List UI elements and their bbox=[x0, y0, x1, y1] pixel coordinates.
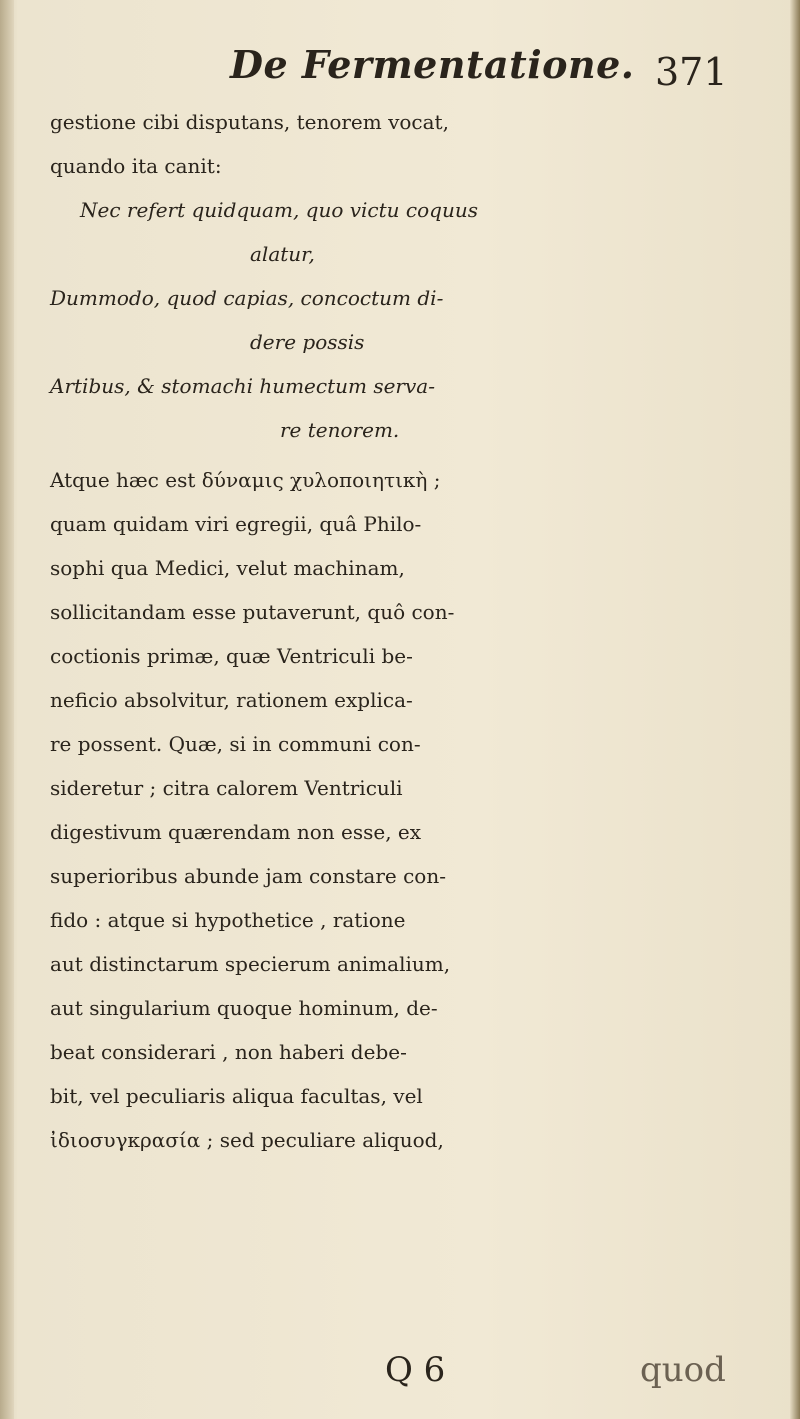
text-line: beat considerari , non haberi debe- bbox=[50, 1040, 407, 1064]
verse-line: re tenorem. bbox=[280, 418, 400, 442]
text-line: superioribus abunde jam constare con- bbox=[50, 864, 446, 888]
verse-line: Artibus, & stomachi humectum serva- bbox=[50, 374, 435, 398]
page-number: 371 bbox=[655, 50, 728, 94]
text-line: bit, vel peculiaris aliqua facultas, vel bbox=[50, 1084, 423, 1108]
text-line: ἰδιοσυγκρασία ; sed peculiare aliquod, bbox=[50, 1128, 444, 1152]
signature-mark: Q 6 bbox=[385, 1350, 446, 1390]
main-paragraph bbox=[50, 458, 790, 1162]
verse-quotation bbox=[50, 188, 790, 452]
text-line: coctionis primæ, quæ Ventriculi be- bbox=[50, 644, 413, 668]
text-line: digestivum quærendam non esse, ex bbox=[50, 820, 422, 844]
running-title: De Fermentatione. bbox=[230, 42, 635, 87]
text-line: re possent. Quæ, si in communi con- bbox=[50, 732, 421, 756]
text-line: sophi qua Medici, velut machinam, bbox=[50, 556, 405, 580]
page-header bbox=[0, 40, 800, 100]
page-gutter bbox=[0, 0, 14, 1419]
page-edge bbox=[790, 0, 800, 1419]
verse-line: alatur, bbox=[250, 242, 315, 266]
text-line: gestione cibi disputans, tenorem vocat, bbox=[50, 110, 449, 134]
text-line: Atque hæc est δύναμις χυλοποιητικὴ ; bbox=[50, 468, 441, 492]
text-line: sollicitandam esse putaverunt, quô con- bbox=[50, 600, 455, 624]
text-line: aut distinctarum specierum animalium, bbox=[50, 952, 451, 976]
page-footer bbox=[0, 1350, 800, 1400]
text-line: quam quidam viri egregii, quâ Philo- bbox=[50, 512, 422, 536]
verse-line: Dummodo, quod capias, concoctum di- bbox=[50, 286, 444, 310]
text-line: neficio absolvitur, rationem explica- bbox=[50, 688, 413, 712]
verse-line: Nec refert quidquam, quo victu coquus bbox=[80, 198, 478, 222]
text-line: fido : atque si hypothetice , ratione bbox=[50, 908, 406, 932]
verse-line: dere possis bbox=[250, 330, 365, 354]
text-line: quando ita canit: bbox=[50, 154, 222, 178]
intro-paragraph bbox=[50, 100, 790, 188]
text-line: sideretur ; citra calorem Ventriculi bbox=[50, 776, 403, 800]
text-line: aut singularium quoque hominum, de- bbox=[50, 996, 438, 1020]
body-text bbox=[50, 100, 790, 1162]
catchword: quod bbox=[640, 1350, 726, 1390]
